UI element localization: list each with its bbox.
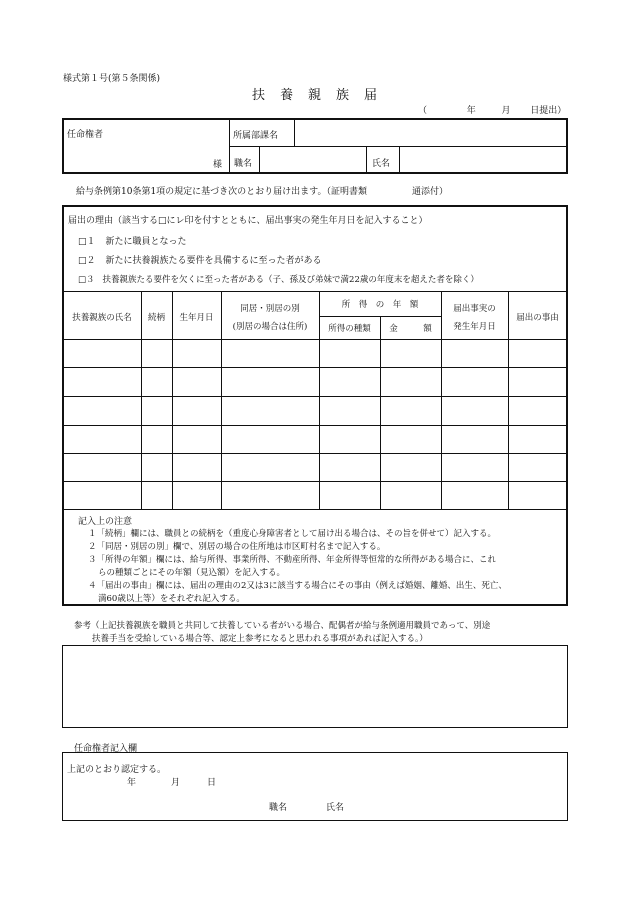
post-label: 職名 [234,159,253,169]
auth-name-label: 氏名 [326,803,345,813]
table-cell-reason[interactable] [510,398,565,422]
col-date-header: 届出事実の [453,304,496,314]
table-cell-name[interactable] [65,369,139,393]
table-cell-name[interactable] [65,341,139,365]
col-cohabit-subheader: (別居の場合は住所) [232,322,308,332]
table-cell-date[interactable] [443,398,506,422]
table-cell-relation[interactable] [143,427,170,451]
note-line-4: らの種類ごとにその年額（見込額）を記入する。 [98,568,286,578]
table-cell-income-type[interactable] [321,369,378,393]
table-cell-cohabit[interactable] [223,369,317,393]
table-cell-income-amount[interactable] [382,427,439,451]
table-cell-date[interactable] [443,341,506,365]
table-cell-relation[interactable] [143,341,170,365]
table-cell-birth[interactable] [174,398,219,422]
table-cell-income-amount[interactable] [382,398,439,422]
name-label: 氏名 [372,159,391,169]
certified-text: 上記のとおり認定する。 [67,765,167,775]
col-reason-header: 届出の事由 [516,313,559,323]
table-cell-income-amount[interactable] [382,341,439,365]
table-cell-cohabit[interactable] [223,455,317,479]
table-cell-name[interactable] [65,483,139,507]
reason-checkbox-1[interactable]: □１ [78,237,96,247]
table-cell-income-amount[interactable] [382,455,439,479]
table-cell-relation[interactable] [143,369,170,393]
submit-date-open: （ [418,106,428,116]
table-cell-birth[interactable] [174,369,219,393]
table-cell-cohabit[interactable] [223,427,317,451]
reason-checkbox-2[interactable]: □２ [78,256,96,266]
form-code: 様式第１号(第５条関係) [63,74,161,84]
col-cohabit-header: 同居・別居の別 [240,304,300,314]
reason-checkbox-3[interactable]: □３ [78,275,95,285]
table-cell-income-type[interactable] [321,341,378,365]
reason-text-3: 扶養親族たる要件を欠くに至った者がある（子、孫及び弟妹で満22歳の年度末を超えた者を除く） [102,275,479,285]
table-cell-income-type[interactable] [321,427,378,451]
table-cell-income-type[interactable] [321,483,378,507]
table-cell-birth[interactable] [174,341,219,365]
table-cell-cohabit[interactable] [223,341,317,365]
table-cell-income-amount[interactable] [382,369,439,393]
table-cell-income-amount[interactable] [382,483,439,507]
table-cell-date[interactable] [443,369,506,393]
table-cell-name[interactable] [65,398,139,422]
notes-title: 記入上の注意 [78,517,133,527]
reason-item-2[interactable] [78,253,322,266]
appointer-label: 任命権者 [67,130,104,140]
col-income-header: 所 得 の 年 額 [341,300,419,310]
table-cell-reason[interactable] [510,369,565,393]
reference-field[interactable] [62,645,568,728]
reason-text-1: 新たに職員となった [105,237,187,247]
table-cell-reason[interactable] [510,427,565,451]
note-line-3: ３「所得の年額」欄には、給与所得、事業所得、不動産所得、年金所得等恒常的な所得がある場合に、これ [88,555,497,565]
table-cell-birth[interactable] [174,427,219,451]
submit-date-suffix: 日提出） [530,106,567,116]
table-cell-reason[interactable] [510,341,565,365]
reason-item-3[interactable] [78,273,479,285]
col-income-type-header: 所得の種類 [328,324,371,334]
table-cell-reason[interactable] [510,455,565,479]
note-line-1: １「続柄」欄には、職員との続柄を（重度心身障害者として届け出る場合は、その旨を併せて）記入する。 [88,529,497,539]
auth-year: 年 [127,778,137,788]
auth-day: 日 [207,778,217,788]
sama-label: 様 [213,160,223,170]
col-date-subheader: 発生年月日 [453,322,496,332]
form-title: 扶 養 親 族 届 [251,88,378,103]
table-cell-income-type[interactable] [321,455,378,479]
table-cell-reason[interactable] [510,483,565,507]
auth-month: 月 [171,778,181,788]
reference-line-1: 参考（上記扶養親族を職員と共同して扶養している者がいる場合、配偶者が給与条例適用職員であって、別途 [74,621,491,631]
authority-label: 任命権者記入欄 [74,744,138,754]
submit-date-year: 年 [466,106,476,116]
table-cell-birth[interactable] [174,483,219,507]
reasons-title: 届出の理由（該当する□にレ印を付すとともに、届出事実の発生年月日を記入すること） [68,216,428,226]
table-cell-relation[interactable] [143,398,170,422]
note-line-5: ４「届出の事由」欄には、届出の理由の2又は3に該当する場合にその事由（例えば婚姻、離婚、出生、死亡、 [88,581,507,591]
col-income-amount-header: 金 額 [389,324,432,334]
table-cell-relation[interactable] [143,483,170,507]
reason-text-2: 新たに扶養親族たる要件を具備するに至った者がある [105,256,322,266]
table-cell-name[interactable] [65,427,139,451]
table-cell-cohabit[interactable] [223,398,317,422]
table-cell-income-type[interactable] [321,398,378,422]
auth-post-label: 職名 [269,803,288,813]
col-relation-header: 続柄 [147,313,165,323]
submit-date [418,103,566,116]
table-cell-birth[interactable] [174,455,219,479]
note-line-6: 満60歳以上等）をそれぞれ記入する。 [98,594,245,604]
reason-item-1[interactable] [78,234,187,247]
col-name-header: 扶養親族の氏名 [72,313,132,323]
table-cell-date[interactable] [443,455,506,479]
table-cell-relation[interactable] [143,455,170,479]
table-cell-cohabit[interactable] [223,483,317,507]
reference-line-2: 扶養手当を受給している場合等、認定上参考になると思われる事項があれば記入する。） [92,634,428,644]
table-cell-name[interactable] [65,455,139,479]
col-birth-header: 生年月日 [179,313,214,323]
dept-label: 所属部課名 [233,131,279,141]
submit-date-month: 月 [501,106,511,116]
declaration: 給与条例第10条第1項の規定に基づき次のとおり届け出ます。（証明書類 通添付） [76,187,448,197]
table-cell-date[interactable] [443,483,506,507]
note-line-2: ２「同居・別居の別」欄で、別居の場合の住所地は市区町村名まで記入する。 [88,542,386,552]
table-cell-date[interactable] [443,427,506,451]
